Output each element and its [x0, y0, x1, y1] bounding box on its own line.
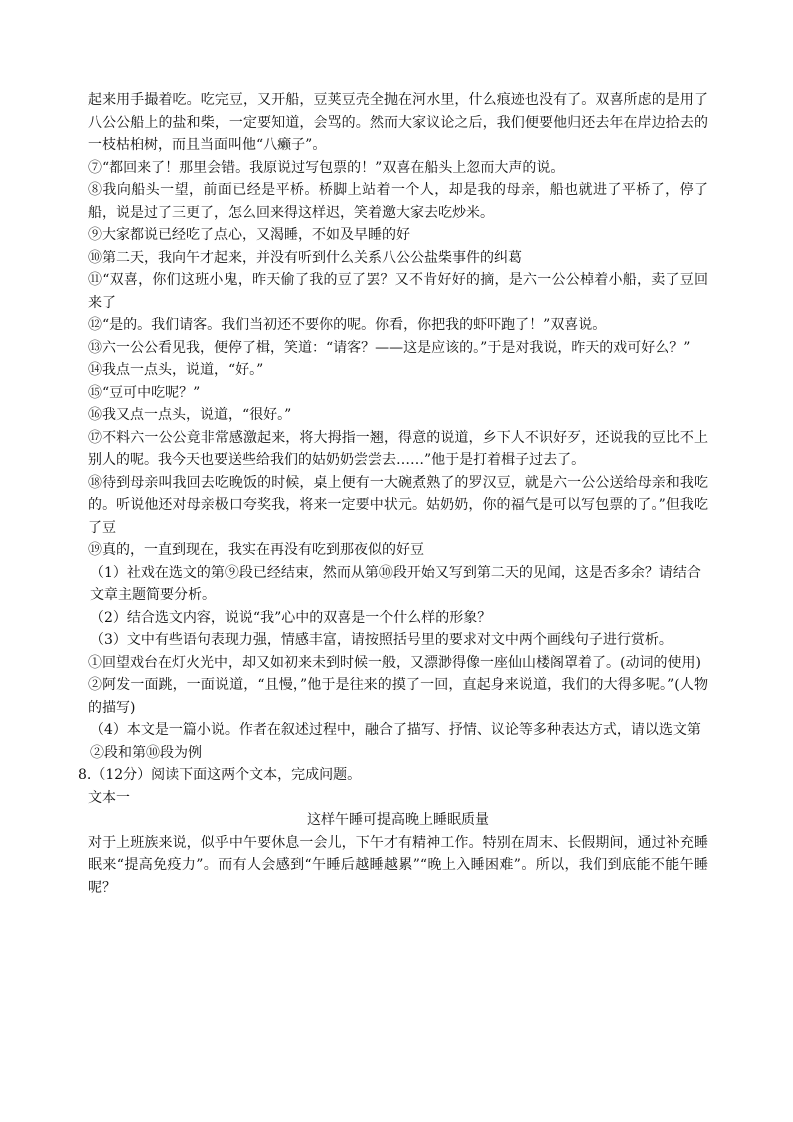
- question-3: （3）文中有些语句表现力强，情感丰富，请按照括号里的要求对文中两个画线句子进行赏析。: [90, 632, 673, 648]
- article-body: 对于上班族来说，似乎中午要休息一会儿，下午才有精神工作。特别在周末、长假期间，通过补充睡眠来“提高免疫力”。而有人会感到“午睡后越睡越累”“晚上入睡困难”。所以，我们到底能不能午睡呢？: [88, 834, 708, 896]
- story-paragraph-15: ⑮“豆可中吃呢？”: [88, 384, 201, 401]
- document-content: [78, 89, 708, 899]
- story-paragraph-12: ⑫“是的。我们请客。我们当初还不要你的呢。你看，你把我的虾吓跑了！”双喜说。: [88, 317, 607, 333]
- story-paragraph-17: ⑰不料六一公公竟非常感激起来，将大拇指一翘，得意的说道，乡下人不识好歹，还说我的豆比不上别人的呢。我今天也要送些给我们的姑奶奶尝尝去……”他于是打着楫子过去了。: [88, 429, 708, 468]
- text-one-label: 文本一: [88, 789, 130, 806]
- story-paragraph-13: ⑬六一公公看见我，便停了楫，笑道：“请客？——这是应该的。”于是对我说，昨天的戏可好么？”: [88, 339, 691, 356]
- story-paragraph-9: ⑨大家都说已经吃了点心，又渴睡，不如及早睡的好: [88, 227, 410, 243]
- story-paragraph-continuation: 起来用手撮着吃。吃完豆，又开船，豆荚豆壳全抛在河水里，什么痕迹也没有了。双喜所虑的是用了八公公船上的盐和柴，一定要知道，会骂的。然而大家议论之后，我们便要他归还去年在岸边拾去的一枝枯桕树，而且当面叫他“八癞子”。: [88, 92, 708, 153]
- question-3-sentence-1: ①回望戏台在灯火光中，却又如初来未到时候一般，又漂渺得像一座仙山楼阁罩着了。(动词的使用): [88, 654, 701, 671]
- question-4: （4）本文是一篇小说。作者在叙述过程中，融合了描写、抒情、议论等多种表达方式，请以选文第②段和第⑩段为例: [90, 722, 701, 761]
- story-paragraph-18: ⑱待到母亲叫我回去吃晚饭的时候，桌上便有一大碗煮熟了的罗汉豆，就是六一公公送给母亲和我吃的。听说他还对母亲极口夸奖我，将来一定要中状元。姑奶奶，你的福气是可以写包票的了。”但我吃了豆: [88, 474, 708, 536]
- story-paragraph-7: ⑦“都回来了！那里会错。我原说过写包票的！”双喜在船头上忽而大声的说。: [88, 159, 565, 176]
- story-paragraph-10: ⑩第二天，我向午才起来，并没有听到什么关系八公公盐柴事件的纠葛: [88, 249, 522, 266]
- story-paragraph-8: ⑧我向船头一望，前面已经是平桥。桥脚上站着一个人，却是我的母亲，船也就进了平桥了，停了船，说是过了三更了，怎么回来得这样迟，笑着邀大家去吃炒米。: [88, 182, 708, 221]
- question-3-sentence-2: ②阿发一面跳，一面说道，“且慢，”他于是往来的摸了一回，直起身来说道，我们的大得多呢。”(人物的描写): [88, 677, 708, 716]
- question-2: （2）结合选文内容，说说“我”心中的双喜是一个什么样的形象？: [90, 609, 492, 626]
- article-title: 这样午睡可提高晚上睡眠质量: [307, 812, 489, 828]
- story-paragraph-11: ⑪“双喜，你们这班小鬼，昨天偷了我的豆了罢？又不肯好好的摘，是六一公公棹着小船，卖了豆回来了: [88, 272, 708, 311]
- question-8-heading: 8.（12分）阅读下面这两个文本，完成问题。: [78, 767, 362, 783]
- story-paragraph-14: ⑭我点一点头，说道，“好。”: [88, 362, 264, 378]
- question-1: （1）社戏在选文的第⑨段已经结束，然而从第⑩段开始又写到第二天的见闻，这是否多余？请结合文章主题简要分析。: [90, 564, 701, 603]
- story-paragraph-19: ⑲真的，一直到现在，我实在再没有吃到那夜似的好豆: [88, 542, 424, 558]
- story-paragraph-16: ⑯我又点一点头，说道，“很好。”: [88, 407, 292, 423]
